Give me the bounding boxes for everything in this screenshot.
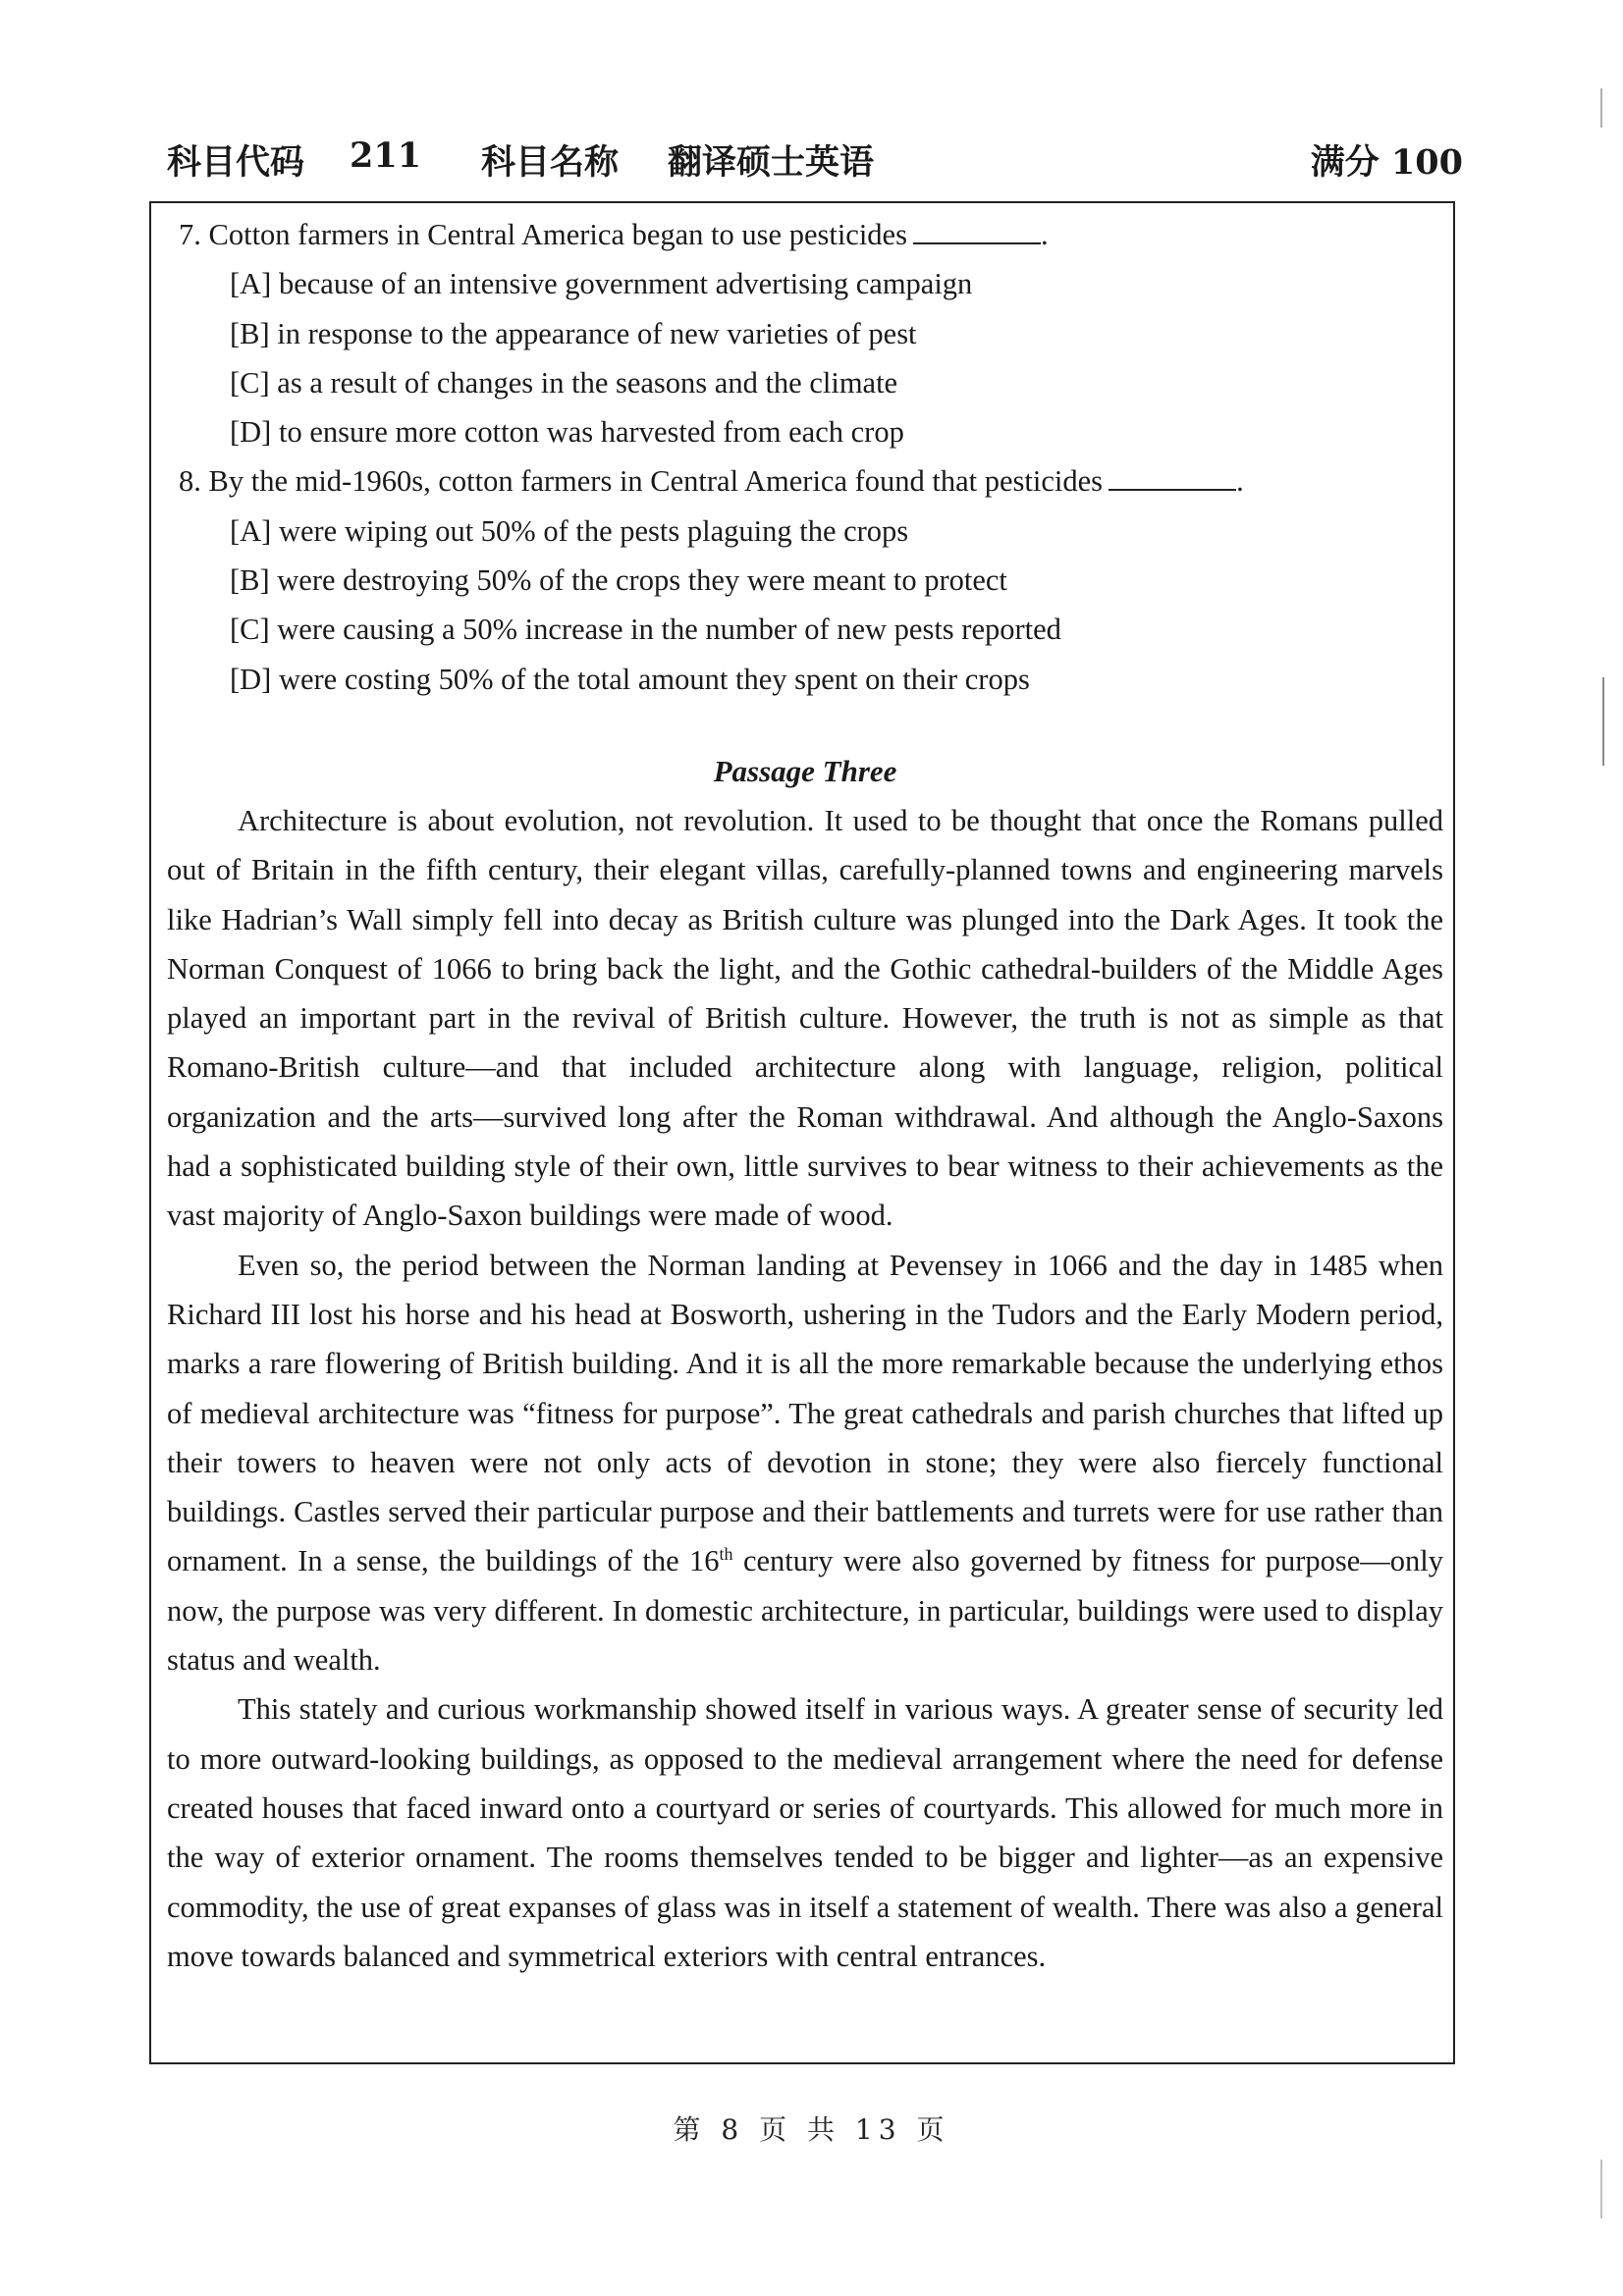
question-stem: 8. By the mid-1960s, cotton farmers in Central America found that pesticides — [179, 464, 1104, 499]
subject-code-label: 科目代码 — [167, 142, 305, 183]
option-b: [B] in response to the appearance of new varieties of pest — [230, 316, 917, 350]
answer-blank — [1109, 465, 1236, 491]
page-content — [167, 210, 1443, 1981]
page-number: 第 8 页 共 13 页 — [673, 2113, 950, 2146]
ordinal-suffix: th — [719, 1544, 733, 1565]
paragraph-text: Even so, the period between the Norman landing at Pevensey in 1066 and the day in 1485 when Richard III lost his horse and his head at Bosworth, ushering in the Tudors and the Early Modern period, marks a rare flowering of British building. And it is all the more remarkable because the underlying ethos of medieval architecture was “fitness for purpose”. The great cathedrals and parish churches that lifted up their towers to heaven were not only acts of devotion in stone; they were also fiercely functional buildings. Castles served their particular purpose and their battlements and turrets were for use rather than ornament. In a sense, the buildings of the — [167, 1248, 1443, 1578]
option-c: [C] as a result of changes in the seasons and the climate — [230, 365, 898, 400]
question-8: 8. By the mid-1960s, cotton farmers in Central America found that pesticides . — [179, 464, 1244, 499]
scan-edge-mark — [1600, 88, 1602, 128]
full-score: 满分 100 — [1310, 142, 1463, 183]
option-a: [A] because of an intensive government advertising campaign — [230, 267, 973, 301]
passage-paragraph-3: This stately and curious workmanship showed itself in various ways. A greater sense of security led to more outward-looking buildings, as opposed to the medieval arrangement where the need for defense created houses that faced inward onto a courtyard or series of courtyards. This allowed for much more in the way of exterior ornament. The rooms themselves tended to be bigger and lighter—as an expensive commodity, the use of great expanses of glass was in itself a statement of wealth. There was also a general move towards balanced and symmetrical exteriors with central entrances. — [167, 1692, 1443, 1973]
century-number: 16 — [689, 1544, 720, 1578]
exam-header — [167, 135, 1463, 185]
scan-edge-mark — [1602, 677, 1604, 766]
answer-blank — [913, 219, 1041, 244]
passage-paragraph-1: Architecture is about evolution, not revolution. It used to be thought that once the Romans pulled out of Britain in the fifth century, their elegant villas, carefully-planned towns and engineering marvels like Hadrian’s Wall simply fell into decay as British culture was plunged into the Dark Ages. It took the Norman Conquest of 1066 to bring back the light, and the Gothic cathedral-builders of the Middle Ages played an important part in the revival of British culture. However, the truth is not as simple as that Romano-British culture—and that included architecture along with language, religion, political organization and the arts—survived long after the Roman withdrawal. And although the Anglo-Saxons had a sophisticated building style of their own, little survives to bear witness to their achievements as the vast majority of Anglo-Saxon buildings were made of wood. — [167, 803, 1443, 1233]
passage-title: Passage Three — [713, 753, 897, 788]
scan-edge-mark — [1600, 2160, 1602, 2218]
option-d: [D] were costing 50% of the total amount they spent on their crops — [230, 662, 1030, 696]
question-7: 7. Cotton farmers in Central America began to use pesticides . — [179, 218, 1049, 251]
question-stem: 7. Cotton farmers in Central America began to use pesticides — [179, 218, 907, 251]
paragraph-text-tail: century were also governed by fitness for purpose—only now, the purpose was very different. In domestic architecture, in particular, buildings were used to display status and wealth. — [167, 1544, 1443, 1678]
subject-code-value: 211 — [350, 135, 422, 176]
subject-name-label: 科目名称 — [481, 142, 620, 183]
option-c: [C] were causing a 50% increase in the number of new pests reported — [230, 613, 1061, 647]
passage-paragraph-2 — [167, 1241, 1443, 1685]
subject-name-value: 翻译硕士英语 — [668, 142, 875, 183]
option-d: [D] to ensure more cotton was harvested from each crop — [230, 415, 904, 450]
option-b: [B] were destroying 50% of the crops they were meant to protect — [230, 563, 1007, 598]
option-a: [A] were wiping out 50% of the pests plaguing the crops — [230, 513, 909, 548]
